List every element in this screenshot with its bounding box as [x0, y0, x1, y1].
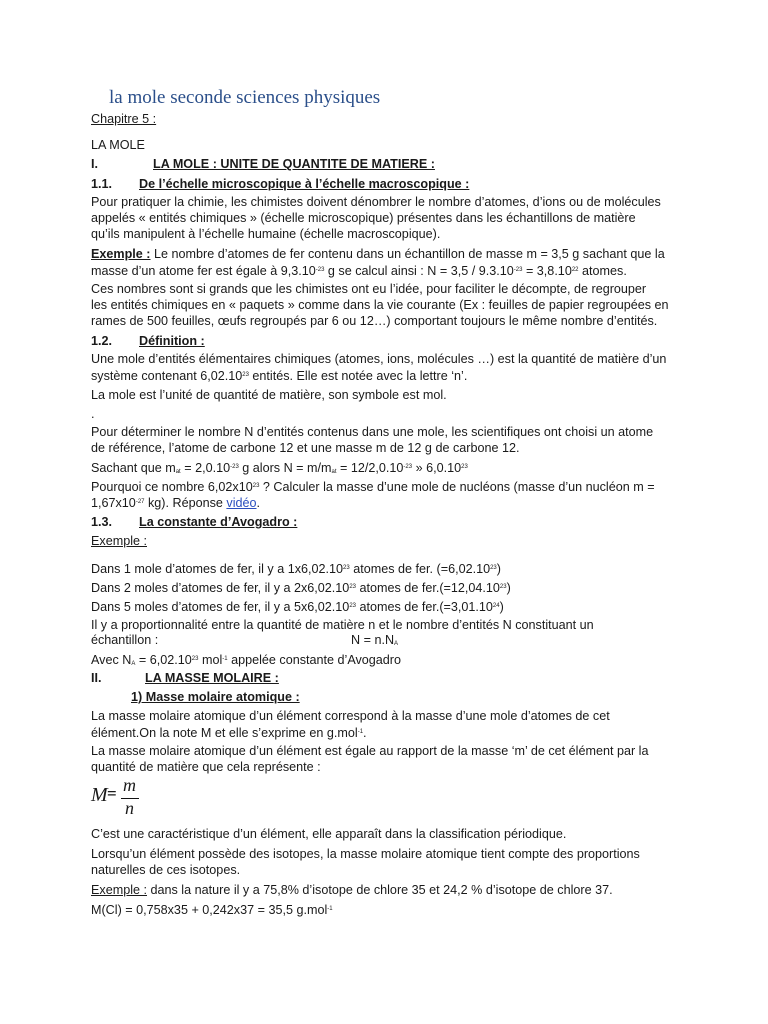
text: ) — [499, 600, 504, 614]
text: échantillon : — [91, 633, 159, 647]
exponent: 24 — [492, 603, 500, 609]
paragraph-line: les entités chimiques en « paquets » comme dans la vie courante (Ex : feuilles de papier regroupées en — [91, 298, 669, 312]
subscript: at — [331, 469, 337, 475]
paragraph-line: . — [91, 407, 95, 421]
video-link[interactable]: vidéo — [226, 496, 257, 510]
subscript: A — [394, 641, 399, 647]
text: = 12/2,0.10 — [336, 461, 404, 475]
text: ) — [496, 562, 501, 576]
example-label: Exemple : — [91, 534, 147, 548]
heading-text: Définition : — [139, 334, 205, 348]
paragraph-line: Il y a proportionnalité entre la quantité de matière n et le nombre d’entités N constituant un — [91, 618, 594, 632]
exponent: 23 — [242, 372, 249, 378]
paragraph-line: La mole est l’unité de quantité de matière, son symbole est mol. — [91, 388, 447, 402]
text: = 3,8.10 — [522, 264, 572, 278]
exponent: 22 — [571, 267, 579, 273]
formula-numerator: m — [123, 775, 136, 795]
formula-denominator: n — [125, 798, 134, 818]
text: dans la nature il y a 75,8% d’isotope de chlore 35 et 24,2 % d’isotope de chlore 37. — [147, 883, 613, 897]
paragraph-line: rames de 500 feuilles, œufs regroupés par 6 ou 12…) comportant toujours le même nombre d’entités. — [91, 314, 658, 328]
paragraph-line: Pour pratiquer la chimie, les chimistes doivent dénombrer le nombre d’atomes, d’ions ou de molécules — [91, 195, 661, 209]
heading-text: LA MASSE MOLAIRE : — [145, 671, 279, 685]
exponent: 23 — [191, 656, 199, 662]
text: Dans 1 mole d’atomes de fer, il y a 1x6,02.10 — [91, 562, 344, 576]
text: mol — [198, 653, 223, 667]
heading-number: II. — [91, 671, 102, 685]
text: atomes de fer. (=6,02.10 — [349, 562, 491, 576]
exponent: 23 — [349, 584, 357, 590]
molar-mass-formula — [91, 776, 161, 820]
paragraph-line — [91, 478, 655, 495]
paragraph-line — [91, 367, 467, 384]
heading-1-1 — [91, 176, 470, 192]
text: masse d’un atome fer est égale à 9,3.10 — [91, 264, 316, 278]
formula-text — [351, 632, 398, 652]
paragraph-line: Une mole d’entités élémentaires chimiques (atomes, ions, molécules …) est la quantité de matière d’un — [91, 352, 667, 366]
paragraph-line: Ces nombres sont si grands que les chimistes ont eu l’idée, pour faciliter le décompte, de regrouper — [91, 282, 647, 296]
heading-I — [91, 156, 435, 172]
example-line — [91, 262, 627, 279]
paragraph-line: Pour déterminer le nombre N d’entités contenus dans une mole, les scientifiques ont choisi un atome — [91, 425, 654, 439]
text: g se calcul ainsi : N = 3,5 / 9.3.10 — [324, 264, 514, 278]
paragraph-line: naturelles de ces isotopes. — [91, 863, 241, 877]
text: . — [363, 726, 367, 740]
text: système contenant 6,02.10 — [91, 369, 243, 383]
text: » 6,0.10 — [412, 461, 462, 475]
section-heading: LA MOLE — [91, 138, 145, 152]
exponent: 23 — [343, 565, 350, 571]
text: entités. Elle est notée avec la lettre ‘n’. — [248, 369, 468, 383]
paragraph-line — [91, 560, 501, 577]
text: atomes de fer.(=3,01.10 — [356, 600, 493, 614]
text: N = n.N — [351, 633, 395, 647]
exponent: 23 — [252, 483, 260, 489]
text: . — [256, 496, 261, 510]
text: élément.On la note M et elle s’exprime en g.mol — [91, 726, 358, 740]
paragraph-line: quantité de matière que cela représente : — [91, 760, 321, 774]
text: Dans 2 moles d’atomes de fer, il y a 2x6,02.10 — [91, 581, 350, 595]
subscript: at — [175, 469, 181, 475]
exponent: 23 — [349, 603, 357, 609]
text: Avec N — [91, 653, 132, 667]
paragraph-line: Lorsqu’un élément possède des isotopes, la masse molaire atomique tient compte des proportions — [91, 847, 640, 861]
paragraph-line — [91, 651, 401, 672]
paragraph-line: appelés « entités chimiques » (échelle microscopique) présentes dans les échantillons de matière — [91, 211, 636, 225]
subheading: 1) Masse molaire atomique : — [131, 690, 300, 704]
document-title: la mole seconde sciences physiques — [109, 87, 381, 108]
exponent: -1 — [327, 906, 333, 912]
exponent: 23 — [499, 584, 507, 590]
paragraph-line: La masse molaire atomique d’un élément correspond à la masse d’une mole d’atomes de cet — [91, 709, 610, 723]
text: ) — [506, 581, 511, 595]
text: atomes. — [578, 264, 627, 278]
formula-equals: = — [107, 784, 117, 803]
heading-text: LA MOLE : UNITE DE QUANTITE DE MATIERE : — [153, 157, 435, 171]
text: = 2,0.10 — [180, 461, 231, 475]
exponent: 23 — [461, 464, 468, 470]
paragraph-line: La masse molaire atomique d’un élément est égale au rapport de la masse ‘m’ de cet élément par la — [91, 744, 649, 758]
exponent: -23 — [230, 464, 239, 470]
text: Pourquoi ce nombre 6,02x10 — [91, 480, 253, 494]
exponent: -23 — [513, 267, 523, 273]
text: ? Calculer la masse d’une mole de nucléons (masse d’un nucléon m = — [259, 480, 655, 494]
heading-1-3 — [91, 514, 298, 530]
exponent: -1 — [222, 656, 228, 662]
paragraph-line: C’est une caractéristique d’un élément, elle apparaît dans la classification périodique. — [91, 827, 567, 841]
paragraph-line — [91, 494, 260, 511]
subscript: A — [131, 661, 136, 667]
paragraph-line — [91, 459, 468, 480]
paragraph-line — [91, 579, 511, 596]
paragraph-line: qu’ils manipulent à l’échelle humaine (échelle macroscopique). — [91, 227, 441, 241]
paragraph-line — [91, 632, 399, 648]
paragraph-line — [91, 901, 333, 918]
text: M(Cl) = 0,758x35 + 0,242x37 = 35,5 g.mol — [91, 903, 328, 917]
example-line — [91, 882, 613, 898]
paragraph-line: de référence, l’atome de carbone 12 et une masse m de 12 g de carbone 12. — [91, 441, 520, 455]
heading-1-2 — [91, 333, 205, 349]
text: = 6,02.10 — [135, 653, 192, 667]
heading-II — [91, 670, 279, 686]
text: kg). Réponse — [144, 496, 227, 510]
text: 1,67x10 — [91, 496, 136, 510]
paragraph-line — [91, 598, 504, 615]
chapter-label: Chapitre 5 : — [91, 112, 157, 126]
text: Le nombre d’atomes de fer contenu dans un échantillon de masse m = 3,5 g sachant que la — [150, 247, 665, 261]
heading-number: 1.2. — [91, 334, 113, 348]
formula-lhs: M — [91, 784, 108, 806]
heading-text: La constante d’Avogadro : — [139, 515, 298, 529]
example-line — [91, 246, 665, 262]
exponent: -27 — [135, 499, 145, 505]
text: Dans 5 moles d’atomes de fer, il y a 5x6,02.10 — [91, 600, 350, 614]
text: g alors N = m/m — [238, 461, 332, 475]
text: atomes de fer.(=12,04.10 — [356, 581, 500, 595]
heading-number: I. — [91, 157, 98, 171]
paragraph-line — [91, 724, 367, 741]
example-label: Exemple : — [91, 883, 147, 897]
exponent: -23 — [315, 267, 325, 273]
heading-number: 1.3. — [91, 515, 113, 529]
heading-number: 1.1. — [91, 177, 113, 191]
heading-text: De l’échelle microscopique à l’échelle macroscopique : — [139, 177, 470, 191]
exponent: 23 — [490, 565, 497, 571]
exponent: -23 — [403, 464, 413, 470]
text: appelée constante d’Avogadro — [227, 653, 402, 667]
text: Sachant que m — [91, 461, 176, 475]
example-label: Exemple : — [91, 247, 151, 261]
exponent: -1 — [357, 729, 364, 735]
